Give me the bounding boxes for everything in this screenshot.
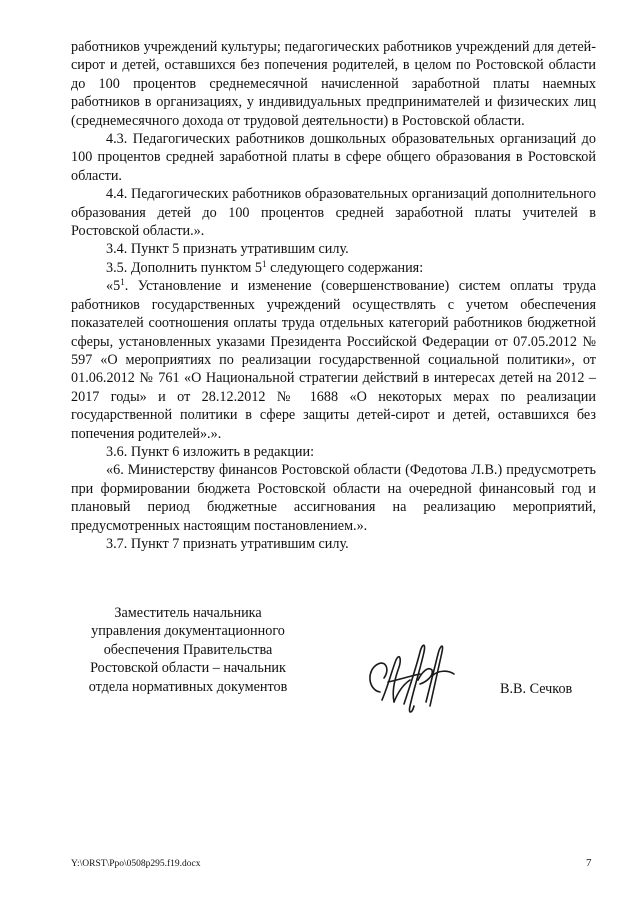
signatory-name: В.В. Сечков — [500, 681, 573, 697]
footer-file-path: Y:\ORST\Ppo\0508p295.f19.docx — [71, 859, 201, 869]
paragraph-3-4: 3.4. Пункт 5 признать утратившим силу. — [106, 241, 349, 258]
superscript: 1 — [120, 277, 125, 288]
handwritten-signature — [358, 630, 462, 718]
paragraph-3-5-text: 3.5. Дополнить пунктом 5 — [106, 259, 263, 276]
paragraph-6: «6. Министерству финансов Ростовской области (Федотова Л.В.) предусмотреть при формировании бюджета Ростовской области на очередной финансовый год и плановый период бюджетные ассигнования на реализацию мероприятий, предусмотренных настоящим постановлением.». — [71, 462, 596, 534]
paragraph-5-1 — [71, 277, 596, 443]
document-body — [71, 38, 596, 553]
signatory-title-line: отдела нормативных документов — [88, 678, 288, 695]
paragraph-3-6: 3.6. Пункт 6 изложить в редакции: — [106, 443, 315, 460]
paragraph-3-7: 3.7. Пункт 7 признать утратившим силу. — [106, 535, 349, 552]
paragraph-3-5-tail: следующего содержания: — [266, 259, 424, 276]
page-number: 7 — [586, 857, 592, 869]
signatory-title — [73, 604, 303, 696]
paragraph-4-3: 4.3. Педагогических работников дошкольных образовательных организаций до 100 процентов средней заработной платы в сфере общего образования в Ростовской области. — [71, 131, 596, 184]
signatory-title-line: обеспечения Правительства — [103, 641, 273, 658]
paragraph-continuation: работников учреждений культуры; педагогических работников учреждений для детей-сирот и детей, оставшихся без попечения родителей, в целом по Ростовской области до 100 процентов среднемесячной начисленной заработной платы наемных работников в организациях, у индивидуальных предпринимателей и физических лиц (среднемесячного дохода от трудовой деятельности) в Ростовской области. — [71, 39, 596, 129]
paragraph-4-4: 4.4. Педагогических работников образовательных организаций дополнительного образования детей до 100 процентов средней заработной платы учителей в Ростовской области.». — [71, 186, 596, 240]
signatory-title-line: управления документационного — [91, 623, 285, 640]
signatory-title-line: Ростовской области – начальник — [90, 660, 286, 677]
paragraph-3-5 — [71, 259, 596, 277]
signatory-title-line: Заместитель начальника — [114, 605, 262, 621]
superscript: 1 — [262, 258, 267, 269]
paragraph-5-1-text: . Установление и изменение (совершенствование) систем оплаты труда работников государственных учреждений осуществлять с учетом обеспечения показателей соотношения оплаты труда отдельных категорий работников бюджетной сферы, установленных указами Президента Российской Федерации от 07.05.2012 № 597 «О мероприятиях по реализации государственной социальной политики», от 01.06.2012 № 761 «О Национальной стратегии действий в интересах детей на 2012 – 2017 годы» и от 28.12.2012 № 1688 «О некоторых мерах по реализации государственной политики в сфере защиты детей-сирот и детей, оставшихся без попечения родителей».». — [71, 278, 596, 442]
paragraph-5-1-start: «5 — [106, 278, 121, 295]
